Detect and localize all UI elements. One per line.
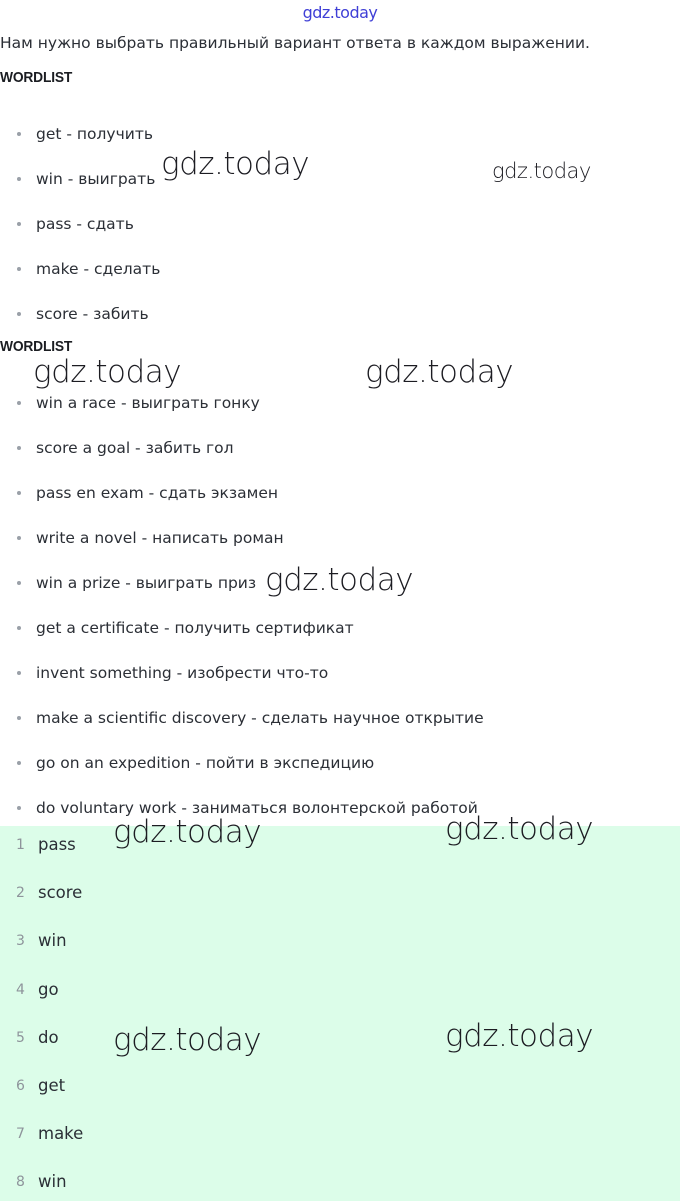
list-item-text: win a prize - выиграть приз: [36, 574, 257, 592]
bullet-icon: [17, 177, 21, 181]
bullet-icon: [17, 671, 21, 675]
list-item-text: do voluntary work - заниматься волонтерской работой: [36, 799, 478, 817]
list-item-text: make - сделать: [36, 260, 161, 278]
bullet-icon: [17, 536, 21, 540]
watermark: gdz.today: [445, 811, 594, 847]
watermark: gdz.today: [265, 562, 414, 598]
bullet-icon: [17, 761, 21, 765]
bullet-icon: [17, 222, 21, 226]
answer-word: pass: [38, 835, 76, 854]
bullet-icon: [17, 806, 21, 810]
answer-number: 2: [16, 885, 25, 901]
bullet-icon: [17, 491, 21, 495]
watermark: gdz.today: [445, 1018, 594, 1054]
answer-number: 7: [16, 1126, 25, 1142]
answer-word: score: [38, 883, 83, 902]
list-item-text: win a race - выиграть гонку: [36, 394, 260, 412]
answer-number: 6: [16, 1078, 25, 1094]
bullet-icon: [17, 132, 21, 136]
answer-word: do: [38, 1028, 59, 1047]
list-item-text: go on an expedition - пойти в экспедицию: [36, 754, 375, 772]
bullet-icon: [17, 267, 21, 271]
list-item-text: get a certificate - получить сертификат: [36, 619, 354, 637]
answer-number: 4: [16, 982, 25, 998]
answer-word: win: [38, 931, 67, 950]
watermark: gdz.today: [365, 354, 514, 390]
list-item-text: score - забить: [36, 305, 149, 323]
intro-text: Нам нужно выбрать правильный вариант ответа в каждом выражении.: [0, 34, 590, 52]
watermark: gdz.today: [492, 159, 591, 183]
answer-number: 3: [16, 933, 25, 949]
list-item-text: pass - сдать: [36, 215, 134, 233]
answer-word: get: [38, 1076, 66, 1095]
answer-word: make: [38, 1124, 84, 1143]
watermark: gdz.today: [161, 146, 310, 182]
bullet-icon: [17, 446, 21, 450]
answer-number: 5: [16, 1030, 25, 1046]
bullet-icon: [17, 581, 21, 585]
list-item-text: make a scientific discovery - сделать научное открытие: [36, 709, 484, 727]
list-item-text: win - выиграть: [36, 170, 156, 188]
bullet-icon: [17, 626, 21, 630]
answer-word: win: [38, 1172, 67, 1191]
list-item-text: get - получить: [36, 125, 153, 143]
watermark: gdz.today: [33, 354, 182, 390]
bullet-icon: [17, 401, 21, 405]
list-item-text: score a goal - забить гол: [36, 439, 234, 457]
answer-number: 1: [16, 837, 25, 853]
wordlist-heading: WORDLIST: [0, 69, 73, 86]
watermark: gdz.today: [113, 814, 262, 850]
watermark: gdz.today: [113, 1022, 262, 1058]
answer-word: go: [38, 980, 59, 999]
list-item-text: write a novel - написать роман: [36, 529, 284, 547]
bullet-icon: [17, 312, 21, 316]
list-item-text: invent something - изобрести что-то: [36, 664, 329, 682]
wordlist-heading: WORDLIST: [0, 338, 73, 355]
answer-block: [0, 826, 680, 1201]
bullet-icon: [17, 716, 21, 720]
answer-number: 8: [16, 1174, 25, 1190]
site-link[interactable]: gdz.today: [302, 3, 378, 22]
list-item-text: pass en exam - сдать экзамен: [36, 484, 278, 502]
